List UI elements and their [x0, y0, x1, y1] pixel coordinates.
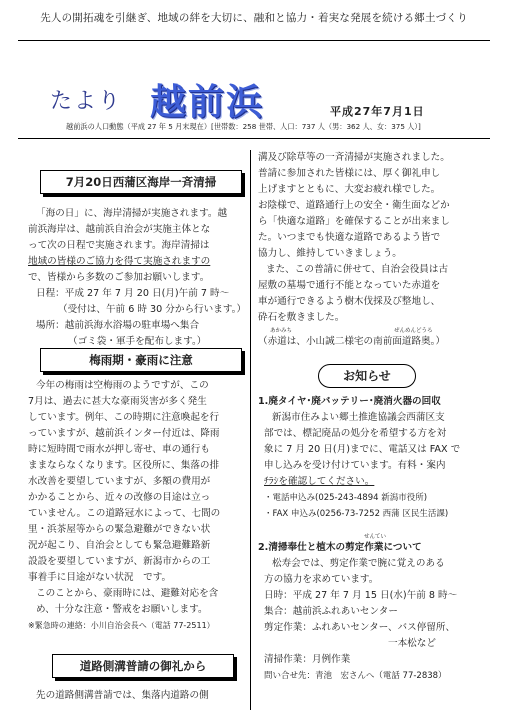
article2-line: め、十分な注意・警戒をお願いします。 [36, 604, 208, 615]
article1-line: で、皆様から多数のご参加お願いします。 [28, 272, 210, 283]
article3-continued [258, 150, 490, 350]
newsletter-title: 越前浜 [150, 81, 265, 123]
notice-item1-line: 新潟市住みよい郷土推進協議会西蒲区支 [272, 412, 445, 423]
article2-line: 今年の梅雨は空梅雨のようですが、この [36, 380, 209, 391]
notice-item2-line: 集合：越前浜ふれあいセンター [264, 606, 398, 617]
notice-item1-fax: ・FAX 申込み(0256-73-7252 西蒲 区民生活課) [264, 509, 449, 519]
notice-item1-title: 1.廃タイヤ･廃バッテリー･廃消火器の回収 [258, 396, 441, 407]
article3-title: 道路側溝普請の御礼から [52, 654, 234, 678]
notice-item2-line: 方の協力を求めています。 [264, 574, 379, 585]
notice-item2-contact: 問い合せ先：青池 宏さんへ（電話 77-2838） [264, 671, 447, 681]
article3-cont-line: 協力し、維持していきましょう。 [258, 248, 402, 259]
article1-line: 「海の日」に、海岸清掃が実施されます。越 [36, 208, 228, 219]
article3-cont-line: 砕石を敷きました。 [258, 312, 345, 323]
article2-line: 況が起こり、自治会としても緊急避難路新 [28, 540, 211, 551]
notice-item2 [258, 540, 490, 684]
article2-line: ていません。この道路冠水によって、七間の [28, 508, 221, 519]
article3-cont-line: 溝及び除草等の一斉清掃が実施されました。 [258, 152, 450, 163]
article3-line: 先の道路側溝普請では、集落内道路の側 [36, 690, 209, 701]
article1-line: 前浜海岸は、越前浜自治会が実施主体とな [28, 224, 211, 235]
article1-line: 地域の皆様のご協力を得て実施されますの [28, 256, 211, 267]
article3-body [28, 688, 250, 704]
top-rule [18, 40, 490, 41]
article3-cont-line: 屋敷の墓場で通行不能となっていた赤道を [258, 280, 441, 291]
ruby-sentei: せんてい [364, 534, 387, 540]
article2-line: 設設を要望していますが、新潟市からの工 [28, 556, 211, 567]
article2-line: っていますが、越前浜インター付近は、降雨 [28, 428, 220, 439]
notice-title: お知らせ [318, 364, 416, 388]
notice-item2-line: 松寿会では、剪定作業で腕に覚えのある [272, 558, 445, 569]
article3-cont-line: た。いつまでも快適な道路であるよう皆で [258, 232, 441, 243]
ruby-zenmen: ぜんめんどうろ [394, 328, 433, 334]
newsletter-tayori: たより [50, 89, 123, 114]
article1-line: って次の日程で実施されます。海岸清掃は [28, 240, 210, 251]
article1-reception: （受付は、午前 6 時 30 分から行います。） [58, 304, 247, 315]
article2-body [28, 378, 250, 634]
header-rule [18, 138, 490, 139]
article2-line: 時に短時間で雨水が押し寄せ、車の通行も [28, 444, 210, 455]
article2-line: 水改善を要望していますが、多額の費用が [28, 476, 211, 487]
article2-title: 梅雨期・豪雨に注意 [40, 348, 242, 372]
article2-line: このことから、豪雨時には、避難対応を含 [36, 588, 219, 599]
notice-item1-line: 部では、標記廃品の処分を希望する方を対 [264, 428, 447, 439]
article1-note: （ゴミ袋・軍手を配布します。） [68, 336, 207, 347]
article2-line: 里・浜茶屋等からの緊急避難ができない状 [28, 524, 211, 535]
article3-cont-line: お陰様で、道路通行上の安全・衛生面などか [258, 200, 450, 211]
article1-body [28, 206, 250, 350]
notice-item2-line: 日時：平成 27 年 7 月 15 日(水)午前 8 時～ [264, 590, 458, 601]
article3-cont-line: また、この普請に併せて、自治会役員は古 [266, 264, 449, 275]
notice-item1-line: 申し込みを受け付けています。有料・案内 [264, 460, 446, 471]
motto: 先人の開拓魂を引継ぎ、地域の絆を大切に、融和と協力・着実な発展を続ける郷土づくり [40, 12, 468, 24]
article2-line: かかることから、近々の改修の目途は立っ [28, 492, 211, 503]
article3-cont-line: ら「快適な道路」を確保することが出来まし [258, 216, 450, 227]
ruby-akamichi: あかみち [270, 328, 293, 334]
notice-item2-line: 清掃作業：月例作業 [264, 654, 351, 665]
notice-item2-line: 剪定作業：ふれあいセンター、バス停留所、 [264, 622, 456, 633]
issue-date: 平成27年7月1日 [330, 105, 425, 118]
article3-cont-line: 普請に参加された皆様には、厚く御礼申し [258, 168, 441, 179]
article1-schedule: 日程：平成 27 年 7 月 20 日(月)午前 7 時～ [36, 288, 230, 299]
notice-item2-title: 2.清掃奉仕と植木の剪定作業について [258, 542, 422, 553]
population-stats: 越前浜の人口動態（平成 27 年 5 月末現在）[世帯数：258 世帯、人口：737 人（男：362 人、女：375 人）] [66, 122, 421, 131]
notice-item1 [258, 394, 490, 522]
article3-cont-line: 上げますとともに、大変お疲れ様でした。 [258, 184, 441, 195]
notice-item2-line: 一本松など [388, 638, 436, 649]
article1-title: 7月20日西蒲区海岸一斉清掃 [40, 170, 242, 194]
notice-item1-line: 象に 7 月 20 日(月)までに、電話又は FAX で [264, 444, 461, 455]
article2-line: 7月は、過去に甚大な豪雨災害が多く発生 [28, 396, 207, 407]
article2-line: ままならなくなります。区役所に、集落の排 [28, 460, 220, 471]
article2-line: 事着手に目途がない状況 です。 [28, 572, 172, 583]
article2-emergency: ※緊急時の連絡：小川自治会長へ（電話 77-2511） [28, 621, 215, 630]
article1-place: 場所：越前浜海水浴場の駐車場へ集合 [36, 320, 200, 331]
notice-item1-line: ﾁﾗｼを確認してください。 [264, 476, 375, 487]
article2-line: しています。例年、この時期に注意喚起を行 [28, 412, 220, 423]
article3-cont-line: 車が通行できるよう樹木伐採及び整地し、 [258, 296, 441, 307]
article3-cont-line: （赤道は、小山誠二様宅の南前面道路奥。） [258, 336, 446, 347]
notice-item1-phone: ・電話申込み(025-243-4894 新潟市役所) [264, 493, 428, 503]
column-divider [250, 150, 251, 710]
